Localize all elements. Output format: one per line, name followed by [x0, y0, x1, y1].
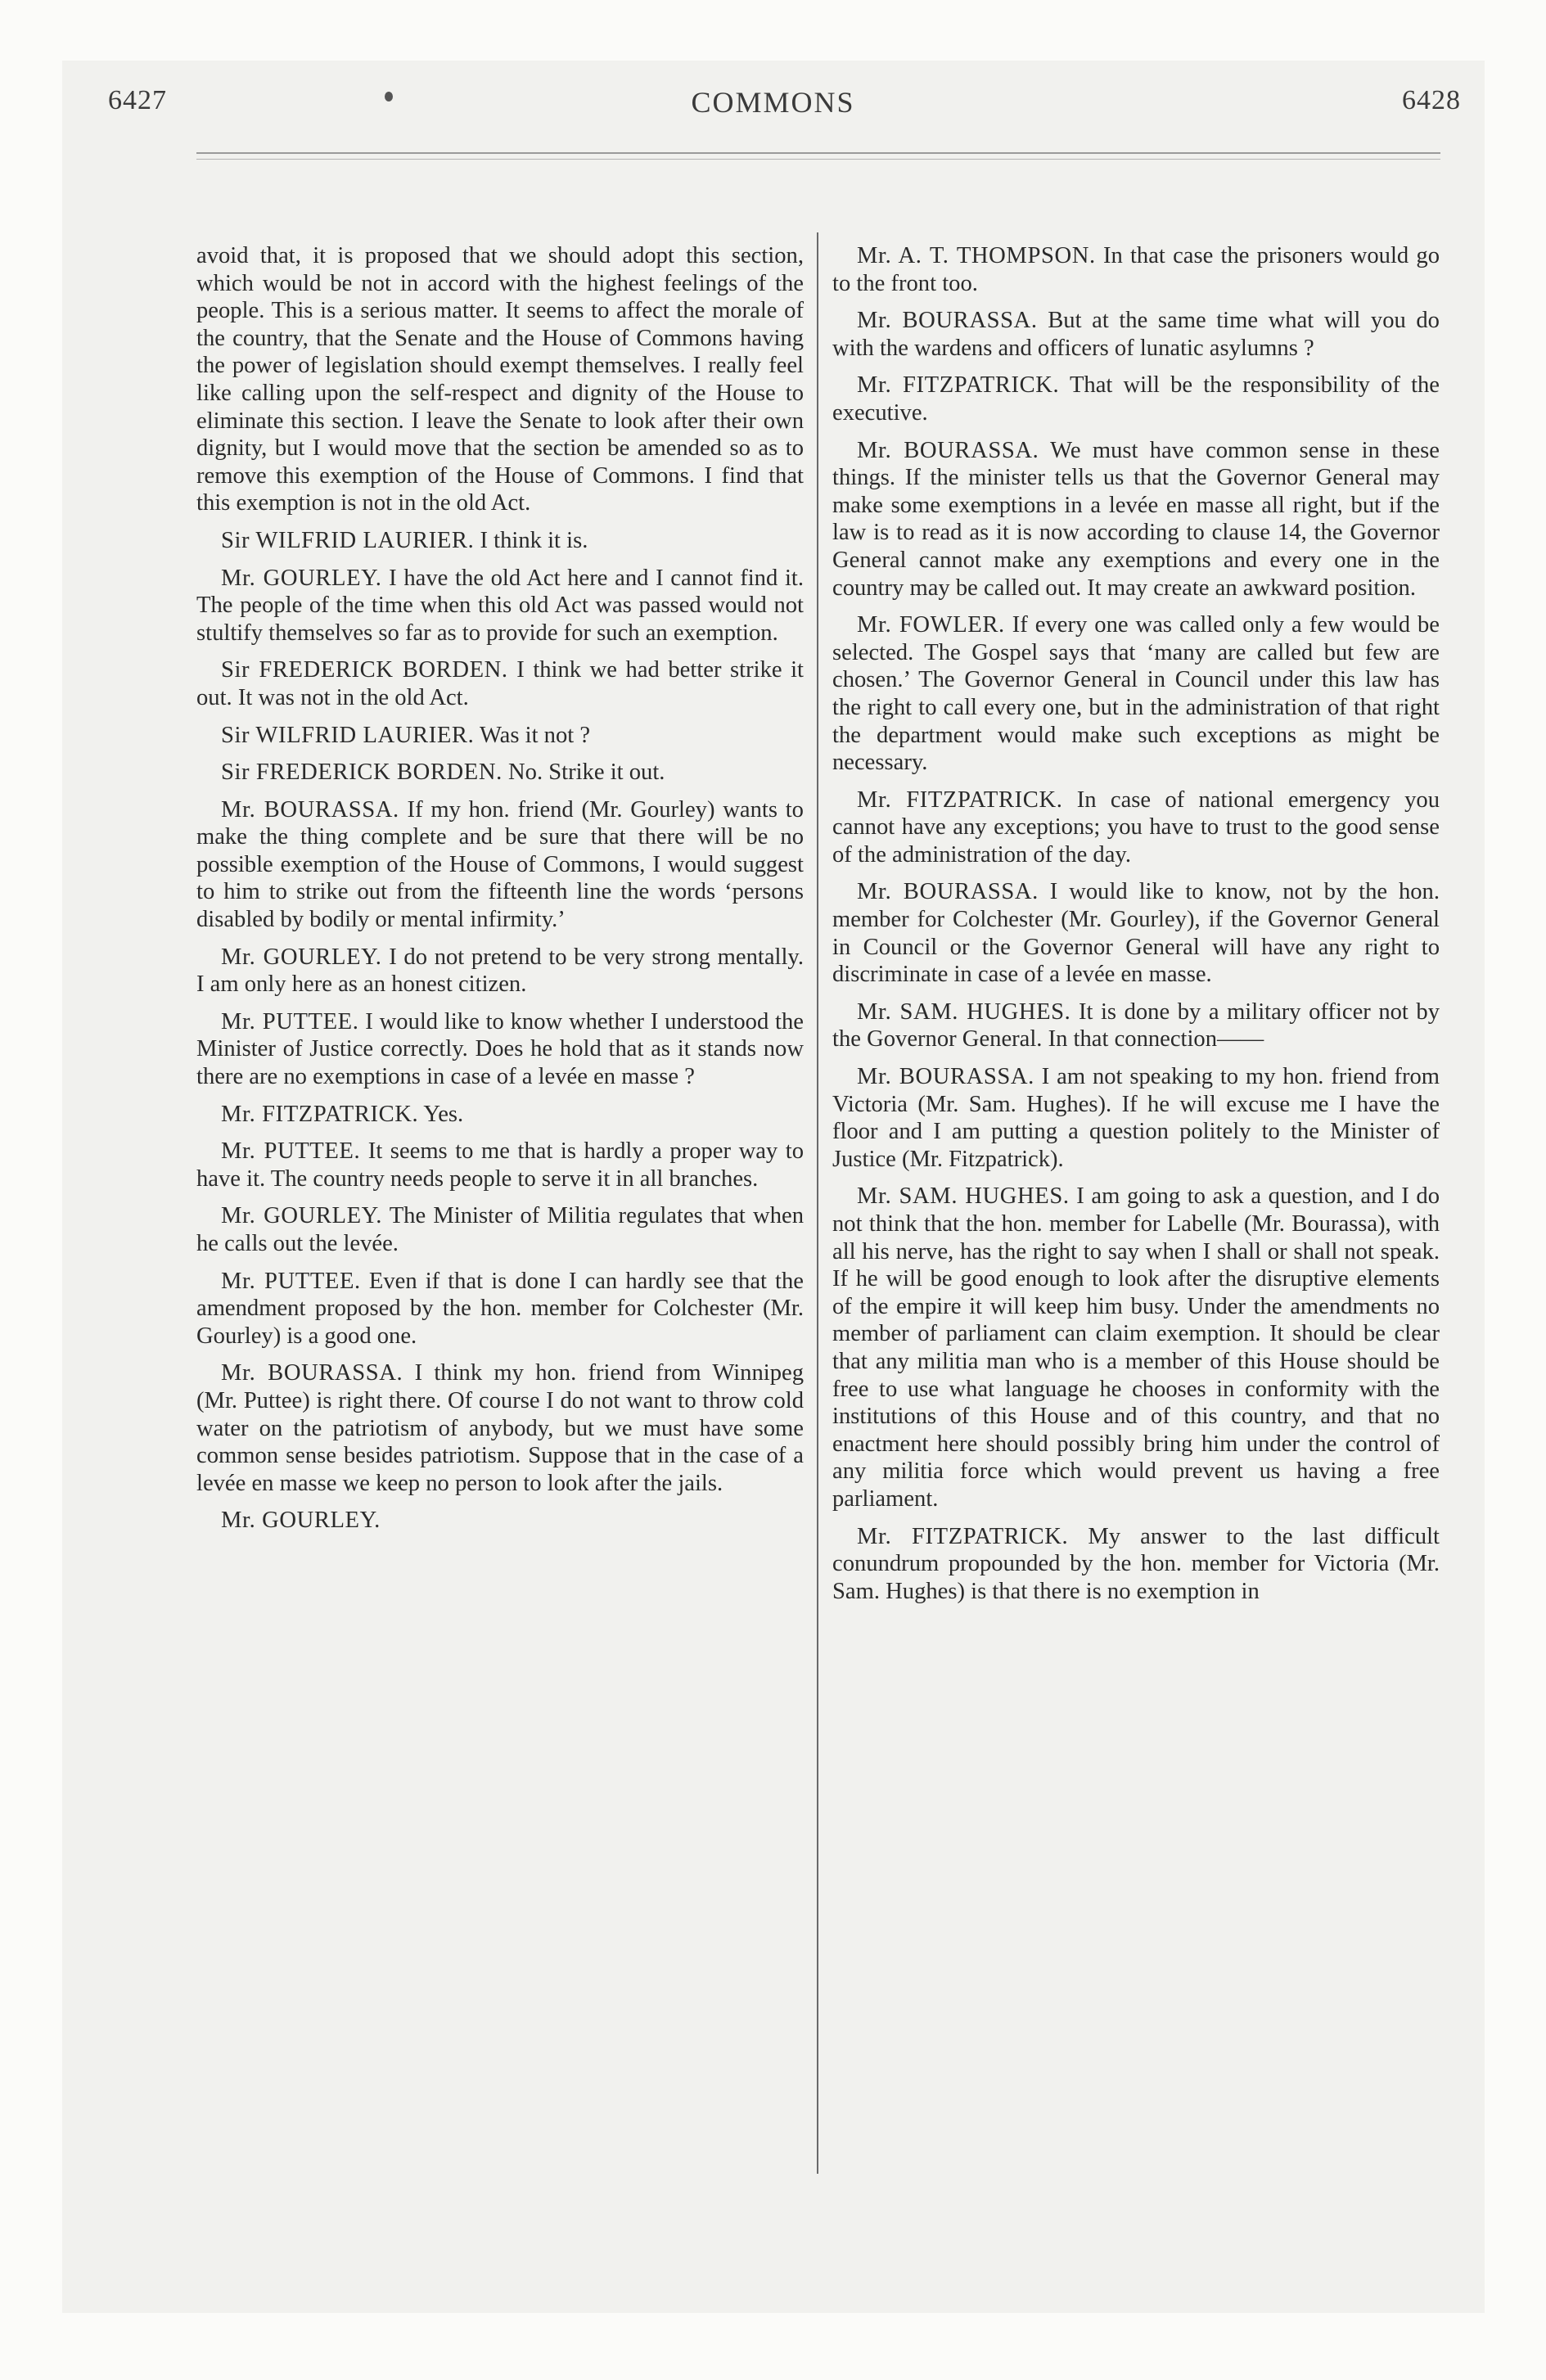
paragraph: Mr. FITZPATRICK. My answer to the last difficult conundrum propounded by the hon. member for Victoria (Mr. Sam. Hughes) is that there is no exemption in [832, 1523, 1440, 1604]
paragraph: Mr. BOURASSA. I would like to know, not by the hon. member for Colchester (Mr. Gourley), if the Governor General in Council or the Governor General will have any right to discriminate in case of a levée en masse. [832, 879, 1440, 988]
paragraph: Mr. FITZPATRICK. Yes. [221, 1101, 464, 1127]
header-rule-thin [196, 159, 1440, 160]
paragraph: Mr. A. T. THOMPSON. In that case the prisoners would go to the front too. [832, 243, 1440, 296]
running-title: COMMONS [691, 86, 855, 119]
paragraph: Mr. GOURLEY. [221, 1508, 381, 1534]
paragraph: Mr. GOURLEY. I have the old Act here and I cannot find it. The people of the time when this old Act was passed would not stultify themselves so far as to provide for such an exemption. [196, 565, 804, 646]
left-page-number: 6427 [108, 85, 167, 115]
paragraph: Mr. FOWLER. If every one was called only a few would be selected. The Gospel says that ‘many are called but few are chosen.’ The Governor General in Council under this law has the right to call every one, but in the administration of that right the department would make such exceptions as might be necessary. [832, 612, 1440, 776]
right-page-number: 6428 [1402, 85, 1461, 115]
paragraph: Sir WILFRID LAURIER. I think it is. [221, 527, 588, 553]
paragraph: Mr. BOURASSA. But at the same time what will you do with the wardens and officers of lunatic asylumns ? [832, 308, 1440, 361]
paragraph: Mr. BOURASSA. If my hon. friend (Mr. Gourley) wants to make the thing complete and be sure that there will be no possible exemption of the House of Commons, I would suggest to him to strike out from the fifteenth line the words ‘persons disabled by bodily or mental infirmity.’ [196, 796, 804, 933]
paragraph: Mr. BOURASSA. I think my hon. friend from Winnipeg (Mr. Puttee) is right there. Of course I do not want to throw cold water on the patriotism of anybody, but we must have some common sense besides patriotism. Suppose that in the case of a levée en masse we keep no person to look after the jails. [196, 1360, 804, 1496]
paragraph: Mr. PUTTEE. It seems to me that is hardly a proper way to have it. The country needs people to serve it in all branches. [196, 1138, 804, 1192]
right-column [832, 242, 1440, 1615]
paragraph: Mr. BOURASSA. We must have common sense in these things. If the minister tells us that the Governor General may make some exemptions in a levée en masse all right, but if the law is to read as it is now according to clause 14, the Governor General cannot make any exemptions and every one in the country may be called out. It may create an awkward position. [832, 437, 1440, 601]
paragraph: Mr. FITZPATRICK. That will be the responsibility of the executive. [832, 372, 1440, 426]
paragraph: Sir FREDERICK BORDEN. No. Strike it out. [221, 760, 665, 786]
column-divider [817, 232, 818, 2174]
paragraph: Mr. FITZPATRICK. In case of national emergency you cannot have any exceptions; you have to trust to the good sense of the administration of the day. [832, 787, 1440, 868]
paragraph: Mr. SAM. HUGHES. It is done by a military officer not by the Governor General. In that connection—— [832, 998, 1440, 1053]
header-rule [196, 152, 1440, 154]
page-header [0, 85, 1546, 134]
paragraph: avoid that, it is proposed that we should adopt this section, which would be not in accord with the highest feelings of the people. This is a serious matter. It seems to affect the morale of the country, that the Senate and the House of Commons having the power of legislation should exempt themselves. I really feel like calling upon the self-respect and dignity of the House to eliminate this section. I leave the Senate to look after their own dignity, but I would move that the section be amended so as to remove this exemption of the House of Commons. I find that this exemption is not in the old Act. [196, 243, 804, 516]
paragraph: Sir WILFRID LAURIER. Was it not ? [221, 722, 591, 748]
paragraph: Mr. PUTTEE. Even if that is done I can hardly see that the amendment proposed by the hon. member for Colchester (Mr. Gourley) is a good one. [196, 1268, 804, 1349]
paragraph: Mr. PUTTEE. I would like to know whether I understood the Minister of Justice correctly. Does he hold that as it stands now there are no exemptions in case of a levée en masse ? [196, 1008, 804, 1090]
paragraph: Mr. BOURASSA. I am not speaking to my hon. friend from Victoria (Mr. Sam. Hughes). If he will excuse me I have the floor and I am putting a question politely to the Minister of Justice (Mr. Fitzpatrick). [832, 1064, 1440, 1172]
paragraph: Sir FREDERICK BORDEN. I think we had better strike it out. It was not in the old Act. [196, 657, 805, 710]
paragraph: Mr. SAM. HUGHES. I am going to ask a question, and I do not think that the hon. member for Labelle (Mr. Bourassa), with all his nerve, has the right to say when I shall or shall not speak. If he will be good enough to look after the disruptive elements of the empire it will keep him busy. Under the amendments no member of parliament can claim exemption. It should be clear that any militia man who is a member of this House should be free to use what language he chooses in conformity with the institutions of this House and of this country, and that no enactment here should possibly bring him under the control of any militia force which would prevent us having a free parliament. [832, 1183, 1440, 1512]
paragraph: Mr. GOURLEY. I do not pretend to be very strong mentally. I am only here as an honest citizen. [196, 944, 804, 998]
left-column [196, 242, 804, 1544]
paragraph: Mr. GOURLEY. The Minister of Militia regulates that when he calls out the levée. [196, 1203, 804, 1256]
